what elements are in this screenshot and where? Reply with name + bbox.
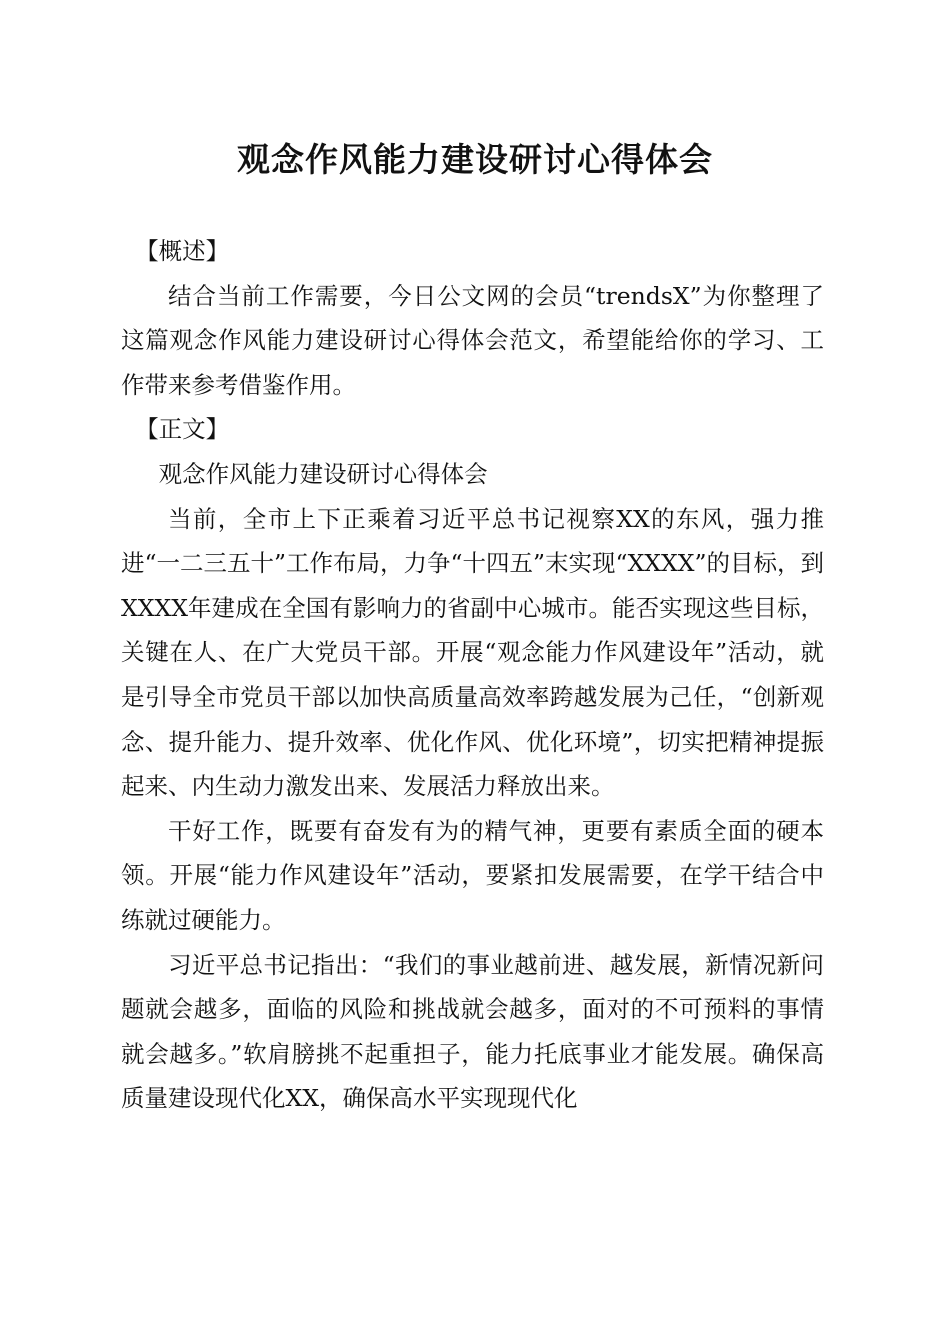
body-subtitle: 观念作风能力建设研讨心得体会: [158, 459, 488, 488]
summary-heading: 【概述】: [135, 237, 230, 265]
body-heading: 【正文】: [135, 415, 230, 444]
body-paragraph-1: 当前，全市上下正乘着习近平总书记视察XX的东风，强力推进“一二三五十”工作布局，力争“十四五”末实现“XXXX”的目标，到XXXX年建成在全国有影响力的省副中心城市。能否实现这些目标，关键在人、在广大党员干部。开展“观念能力作风建设年”活动，就是引导全市党员干部以加快高质量高效率跨越发展为己任，“创新观念、提升能力、提升效率、优化作风、优化环境”，切实把精神提振起来、内生动力激发出来、发展活力释放出来。: [121, 504, 825, 801]
document-body: [121, 229, 824, 1121]
summary-paragraph: 结合当前工作需要，今日公文网的会员“trendsX”为你整理了这篇观念作风能力建设研讨心得体会范文，希望能给你的学习、工作带来参考借鉴作用。: [121, 281, 824, 399]
document-title: 观念作风能力建设研讨心得体会: [237, 140, 713, 179]
body-paragraph-3: 习近平总书记指出：“我们的事业越前进、越发展，新情况新问题就会越多，面临的风险和挑战就会越多，面对的不可预料的事情就会越多。”软肩膀挑不起重担子，能力托底事业才能发展。确保高质量建设现代化XX，确保高水平实现现代化: [121, 950, 824, 1113]
body-paragraph-2: 干好工作，既要有奋发有为的精气神，更要有素质全面的硬本领。开展“能力作风建设年”活动，要紧扣发展需要，在学干结合中练就过硬能力。: [121, 816, 824, 934]
